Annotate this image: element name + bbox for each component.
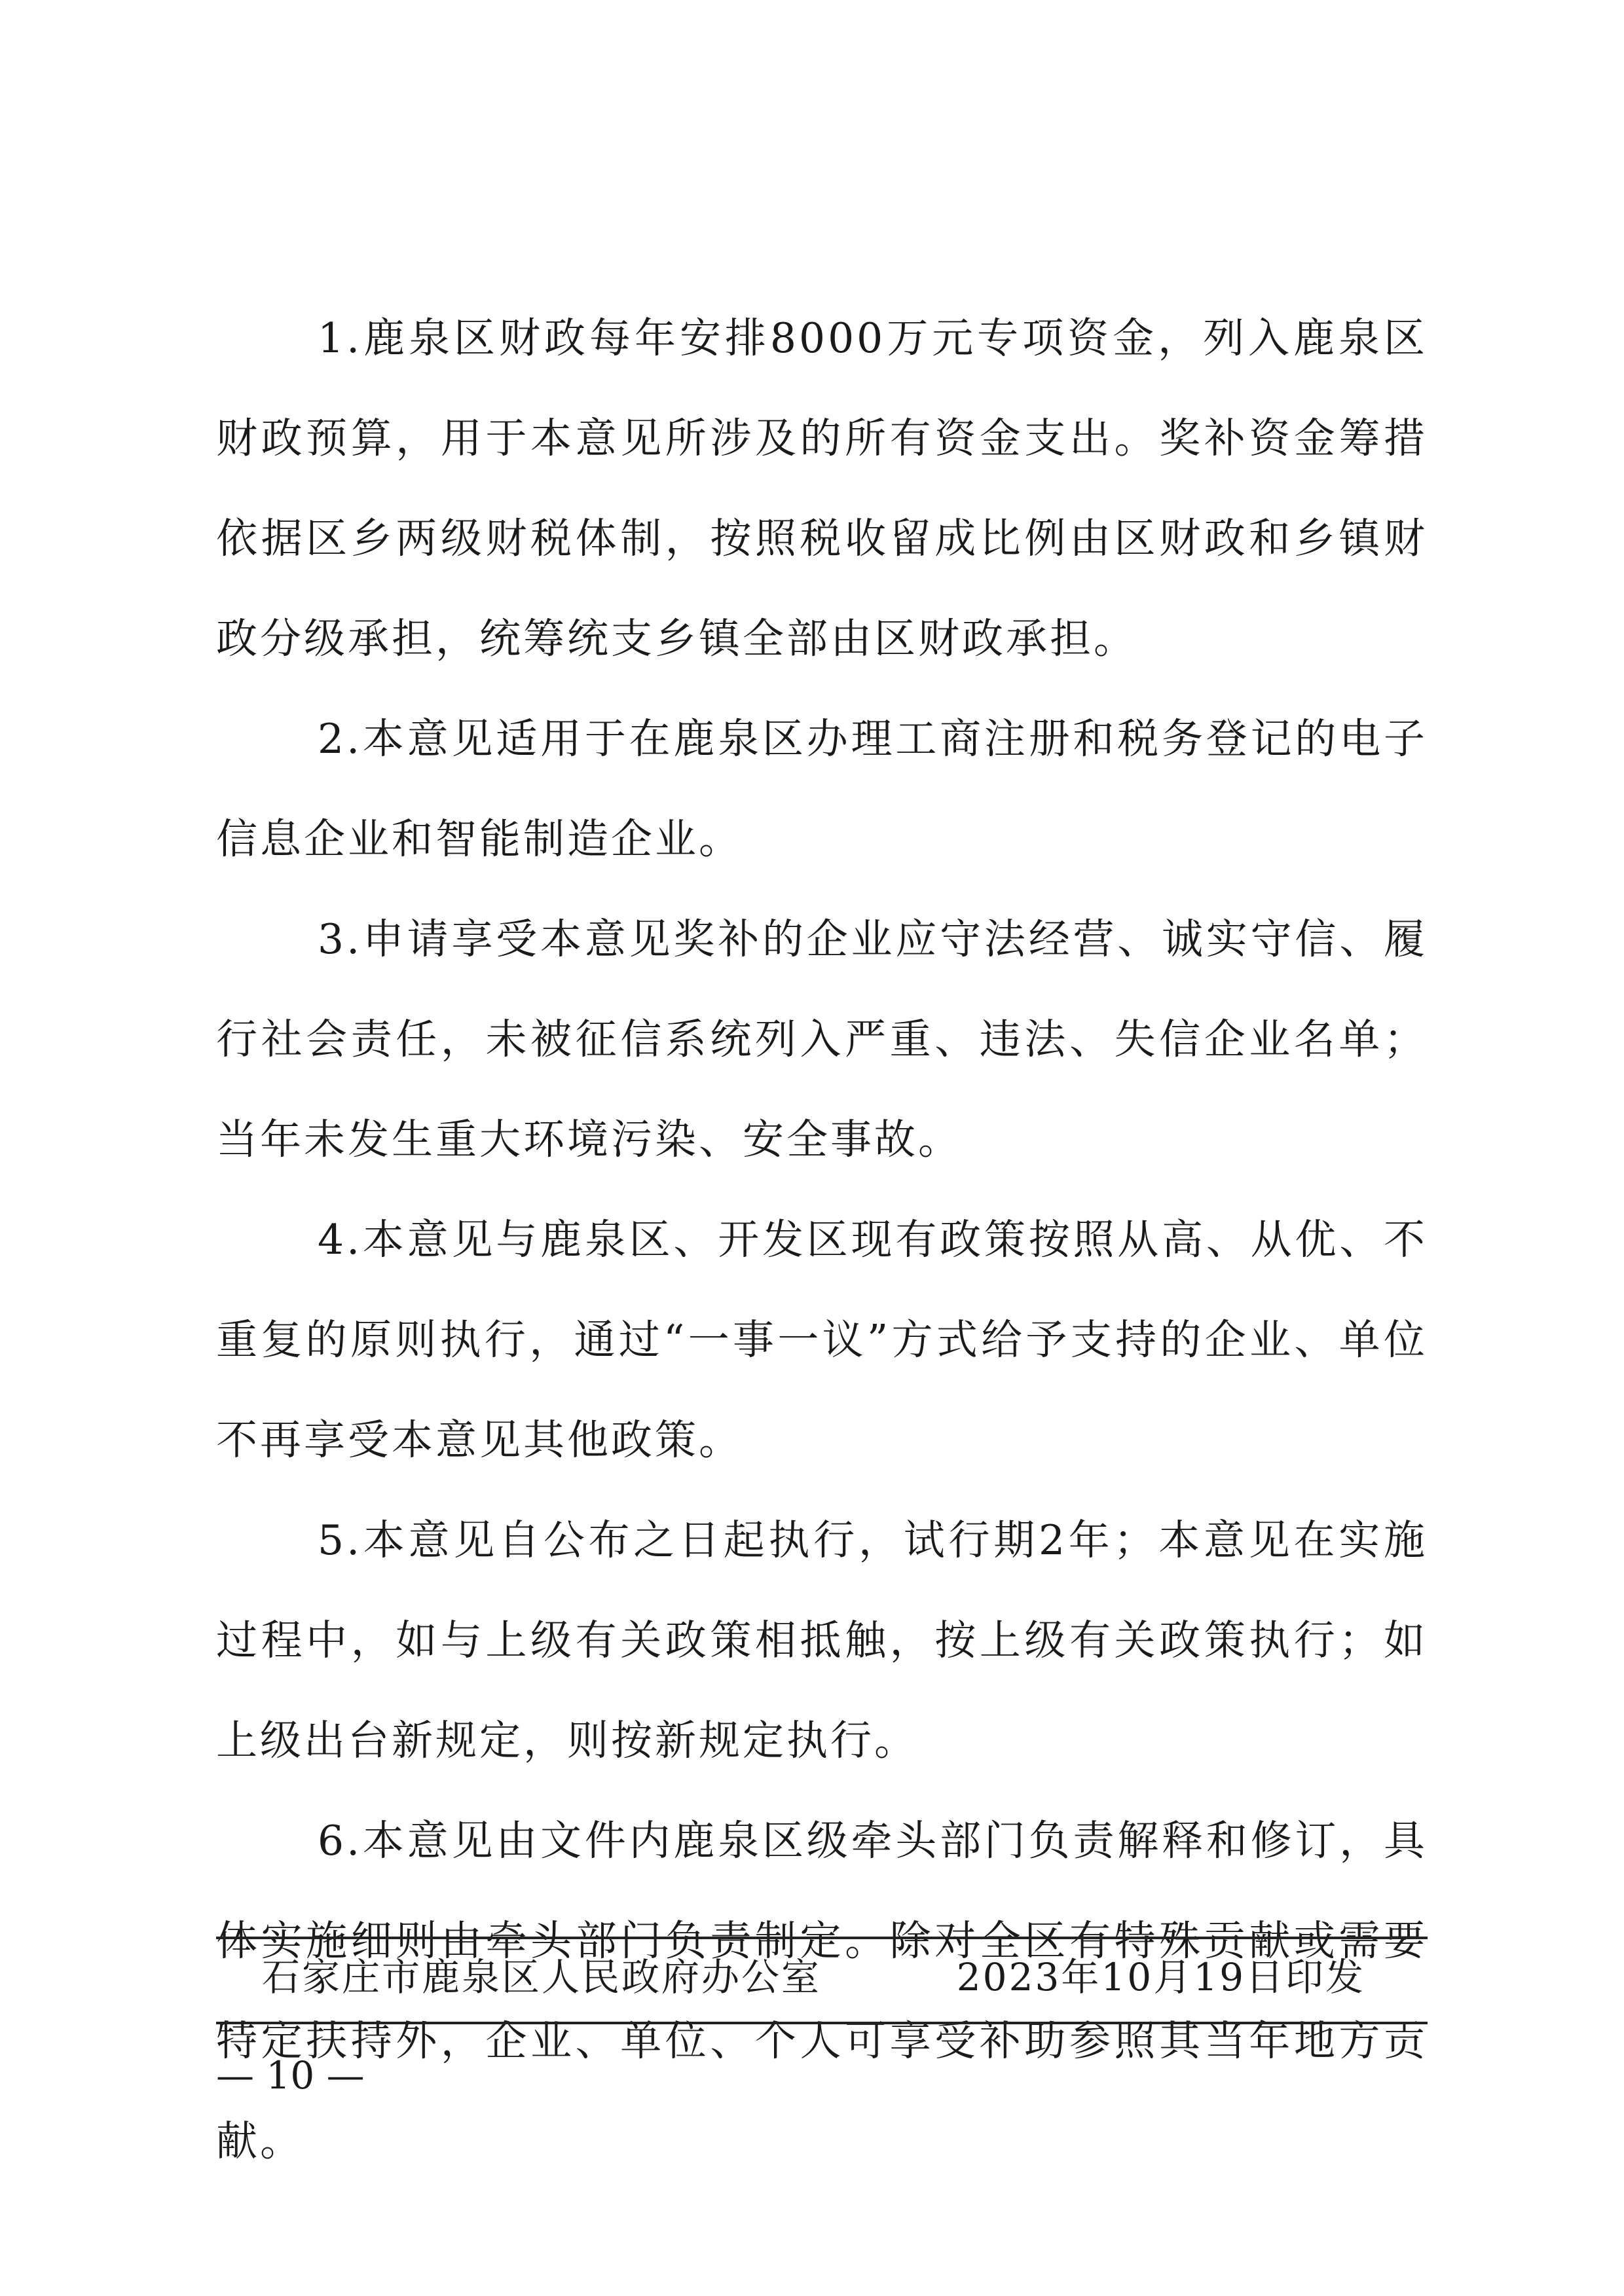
- page-number: — 10 —: [216, 2053, 365, 2098]
- issuing-office: 石家庄市鹿泉区人民政府办公室: [262, 1955, 822, 1999]
- paragraph-5: 5.本意见自公布之日起执行，试行期2年；本意见在实施过程中，如与上级有关政策相抵触，按上级有关政策执行；如上级出台新规定，则按新规定执行。: [216, 1516, 1428, 1764]
- paragraph-1: 1.鹿泉区财政每年安排8000万元专项资金，列入鹿泉区财政预算，用于本意见所涉及的所有资金支出。奖补资金筹措依据区乡两级财税体制，按照税收留成比例由区财政和乡镇财政分级承担，统筹统支乡镇全部由区财政承担。: [216, 314, 1428, 663]
- footer-top-rule: [216, 1937, 1428, 1939]
- paragraph-4: 4.本意见与鹿泉区、开发区现有政策按照从高、从优、不重复的原则执行，通过“一事一议”方式给予支持的企业、单位不再享受本意见其他政策。: [216, 1216, 1428, 1464]
- paragraph-2: 2.本意见适用于在鹿泉区办理工商注册和税务登记的电子信息企业和智能制造企业。: [216, 715, 1428, 863]
- paragraph-3: 3.申请享受本意见奖补的企业应守法经营、诚实守信、履行社会责任，未被征信系统列入严重、违法、失信企业名单；当年未发生重大环境污染、安全事故。: [216, 915, 1428, 1163]
- footer-bottom-rule: [216, 2022, 1428, 2024]
- paragraph-6: 6.本意见由文件内鹿泉区级牵头部门负责解释和修订，具体实施细则由牵头部门负责制定。除对全区有特殊贡献或需要特定扶持外，企业、单位、个人可享受补助参照其当年地方贡献。: [216, 1817, 1428, 2165]
- issue-date: 2023年10月19日印发: [956, 1955, 1365, 1999]
- document-body: [216, 288, 1428, 2191]
